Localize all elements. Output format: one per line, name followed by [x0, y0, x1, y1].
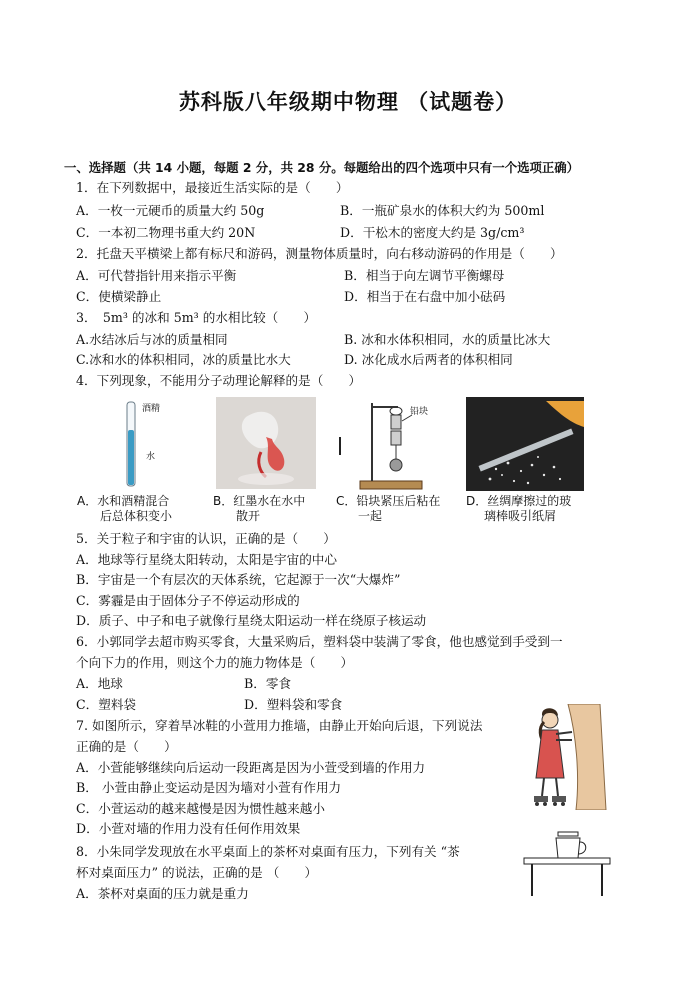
q5-option-d: D．质子、中子和电子就像行星绕太阳运动一样在绕原子核运动: [76, 613, 427, 628]
q5-stem: 5．关于粒子和宇宙的认识，正确的是（ ）: [76, 531, 336, 546]
q7-stem-1: 7. 如图所示，穿着旱冰鞋的小萱用力推墙，由静止开始向后退，下列说法: [76, 718, 483, 733]
q4-caption-a-2: 后总体积变小: [100, 509, 173, 523]
q3-option-d: D. 冰化成水后两者的体积相同: [344, 352, 513, 367]
q8-stem-1: 8．小朱同学发现放在水平桌面上的茶杯对桌面有压力，下列有关 “茶: [76, 844, 460, 859]
q7-option-d: D．小萱对墙的作用力没有任何作用效果: [76, 821, 301, 836]
figure-c-lead-block: [328, 397, 438, 491]
figure-teacup-table: [520, 828, 612, 898]
q4-caption-d-1: D．丝绸摩擦过的玻: [466, 494, 572, 508]
figure-girl-pushing-wall: [528, 704, 608, 810]
figure-b-ink-photo: [216, 397, 316, 489]
q2-option-b: B．相当于向左调节平衡螺母: [344, 268, 505, 283]
q6-option-d: D．塑料袋和零食: [244, 697, 343, 712]
q3-stem: 3． 5m³ 的冰和 5m³ 的水相比较（ ）: [76, 310, 317, 325]
q4-caption-c-1: C．铅块紧压后粘在: [336, 494, 441, 508]
q1-option-b: B．一瓶矿泉水的体积大约为 500ml: [340, 203, 545, 218]
section-heading: 一、选择题（共 14 小题，每题 2 分，共 28 分。每题给出的四个选项中只有一个选项正确）: [64, 160, 580, 175]
q2-option-d: D．相当于在右盘中加小砝码: [344, 289, 506, 304]
q4-caption-c-2: 一起: [358, 509, 383, 523]
q8-stem-2: 杯对桌面压力” 的说法，正确的是 （ ）: [76, 865, 318, 880]
q6-option-c: C．塑料袋: [76, 697, 137, 712]
q6-stem-1: 6．小郭同学去超市购买零食，大量采购后，塑料袋中装满了零食，他也感觉到手受到一: [76, 634, 563, 649]
q6-option-a: A．地球: [76, 676, 123, 691]
q4-caption-b-1: B．红墨水在水中: [213, 494, 306, 508]
q5-option-c: C．雾霾是由于固体分子不停运动形成的: [76, 593, 300, 608]
q3-option-c: C.冰和水的体积相同，冰的质量比水大: [76, 352, 291, 367]
q6-stem-2: 个向下力的作用，则这个力的施力物体是（ ）: [76, 655, 354, 670]
label-lead-block: 铅块: [410, 407, 429, 417]
q1-option-a: A．一枚一元硬币的质量大约 50g: [76, 203, 265, 218]
q1-option-d: D．干松木的密度大约是 3g/cm³: [340, 225, 525, 240]
page-title: 苏科版八年级期中物理 （试题卷）: [178, 90, 518, 114]
q7-option-c: C．小萱运动的越来越慢是因为惯性越来越小: [76, 801, 325, 816]
q3-option-b: B. 冰和水体积相同，水的质量比冰大: [344, 332, 551, 347]
figure-d-rod-photo: [466, 397, 584, 491]
q2-option-c: C．使横梁静止: [76, 289, 162, 304]
q2-option-a: A．可代替指针用来指示平衡: [76, 268, 237, 283]
q4-caption-b-2: 散开: [236, 509, 261, 523]
q5-option-a: A．地球等行星绕太阳转动，太阳是宇宙的中心: [76, 552, 337, 567]
q6-option-b: B．零食: [244, 676, 292, 691]
label-alcohol: 酒精: [142, 404, 161, 414]
q1-option-c: C．一本初二物理书重大约 20N: [76, 225, 256, 240]
q7-option-a: A．小萱能够继续向后运动一段距离是因为小萱受到墙的作用力: [76, 760, 426, 775]
q7-stem-2: 正确的是（ ）: [76, 739, 177, 754]
q4-stem: 4．下列现象，不能用分子动理论解释的是（ ）: [76, 373, 362, 388]
q4-caption-d-2: 璃棒吸引纸屑: [484, 509, 557, 523]
label-water: 水: [146, 452, 156, 462]
q7-option-b: B． 小萱由静止变运动是因为墙对小萱有作用力: [76, 780, 342, 795]
q8-option-a: A．茶杯对桌面的压力就是重力: [76, 886, 249, 901]
q3-option-a: A.水结冰后与冰的质量相同: [76, 332, 228, 347]
q1-stem: 1．在下列数据中，最接近生活实际的是（ ）: [76, 180, 349, 195]
figure-a-test-tube: [100, 398, 190, 490]
q4-caption-a-1: A．水和酒精混合: [77, 494, 170, 508]
q5-option-b: B．宇宙是一个有层次的天体系统，它起源于一次“大爆炸”: [76, 572, 401, 587]
q2-stem: 2．托盘天平横梁上都有标尺和游码，测量物体质量时，向右移动游码的作用是（ ）: [76, 246, 563, 261]
